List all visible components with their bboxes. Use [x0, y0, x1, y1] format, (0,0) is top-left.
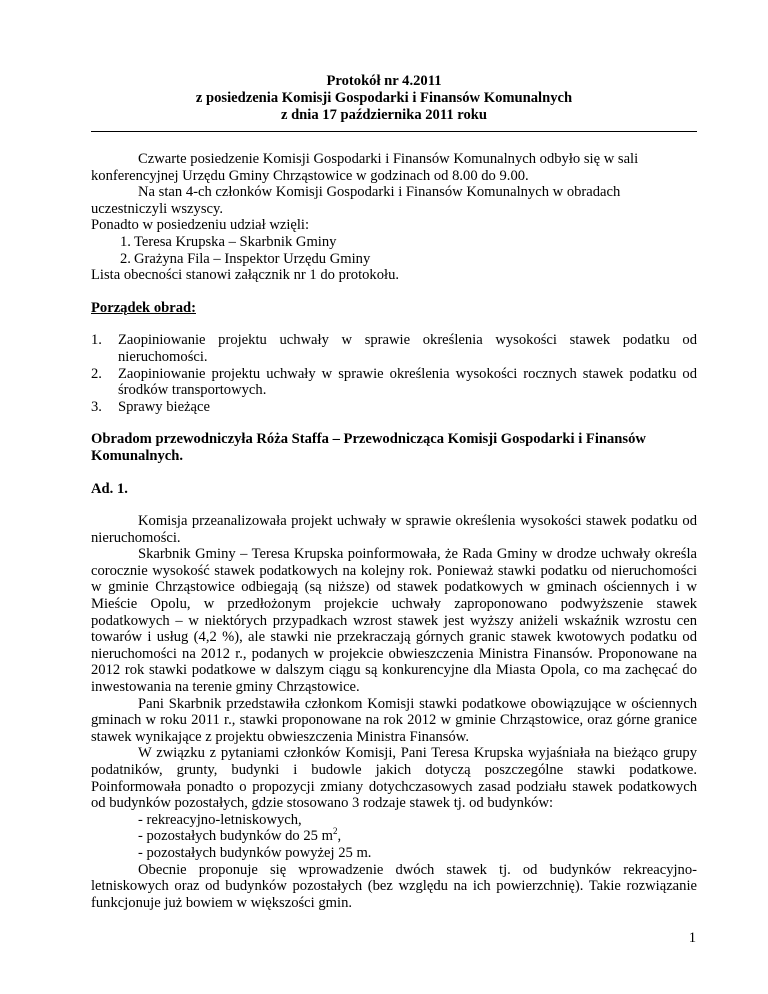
- attendee-name: Grażyna Fila – Inspektor Urzędu Gminy: [134, 250, 371, 267]
- intro-paragraph-3: Ponadto w posiedzeniu udział wzięli:: [91, 217, 310, 234]
- chair-statement: Obradom przewodniczyła Róża Staffa – Przewodnicząca Komisji Gospodarki i Finansów Komunalnych.: [91, 431, 646, 464]
- building-type-1: - rekreacyjno-letniskowych,: [138, 811, 302, 828]
- agenda-list: [91, 332, 697, 415]
- building-type-2: - pozostałych budynków do 25 $m^2$,: [138, 826, 342, 845]
- list-item: 3. Sprawy bieżące: [91, 398, 210, 415]
- agenda-item-text: Sprawy bieżące: [118, 398, 210, 415]
- attendee-name: Teresa Krupska – Skarbnik Gminy: [134, 233, 337, 250]
- intro-paragraph-2: Na stan 4-ch członków Komisji Gospodarki i Finansów Komunalnych w obradach uczestniczyli wszyscy.: [91, 184, 621, 217]
- list-item: 1. Zaopiniowanie projektu uchwały w sprawie określenia wysokości stawek podatku od nieruchomości.: [91, 332, 697, 365]
- ad1-paragraph-3: Pani Skarbnik przedstawiła członkom Komisji stawki podatkowe obowiązujące w ościennych gminach w roku 2011 r., stawki proponowane na rok 2012 w gminie Chrząstowice, oraz górne granice stawek wynikające z projektu obwieszczenia Ministra Finansów.: [91, 695, 697, 745]
- document-header: [0, 73, 768, 124]
- list-item: 2. Zaopiniowanie projektu uchwały w sprawie określenia wysokości rocznych stawek podatku od środków transportowych.: [91, 365, 697, 399]
- ad1-paragraph-5: Obecnie proponuje się wprowadzenie dwóch stawek tj. od budynków rekreacyjno-letniskowych oraz od budynków pozostałych (bez względu na ich powierzchnię). Takie rozwiązanie funkcjonuje już bowiem w większości gmin.: [91, 861, 697, 911]
- agenda-item-text: Zaopiniowanie projektu uchwały w sprawie określenia wysokości stawek podatku od nieruchomości.: [118, 332, 697, 365]
- agenda-item-text: Zaopiniowanie projektu uchwały w sprawie określenia wysokości rocznych stawek podatku od środków transportowych.: [118, 365, 697, 399]
- ad1-paragraph-4: W związku z pytaniami członków Komisji, Pani Teresa Krupska wyjaśniała na bieżąco grupy podatników, grunty, budynki i budowle jakich dotyczą poszczególne stawki podatkowe. Poinformowała ponadto o propozycji zmiany dotychczasowych zasad podziału stawek podatkowych od budynków pozostałych, gdzie stosowano 3 rodzaje stawek tj. od budynków:: [91, 745, 697, 812]
- attendance-note: Lista obecności stanowi załącznik nr 1 do protokołu.: [91, 267, 400, 284]
- agenda-heading: Porządek obrad:: [91, 299, 196, 316]
- intro-paragraph-1: Czwarte posiedzenie Komisji Gospodarki i Finansów Komunalnych odbyło się w sali konferencyjnej Urzędu Gminy Chrząstowice w godzinach od 8.00 do 9.00.: [91, 151, 639, 184]
- list-item: 2. Grażyna Fila – Inspektor Urzędu Gminy: [120, 250, 371, 267]
- list-item: 1. Teresa Krupska – Skarbnik Gminy: [120, 233, 337, 250]
- meeting-title: z posiedzenia Komisji Gospodarki i Finansów Komunalnych: [195, 90, 573, 106]
- ad1-paragraph-1: Komisja przeanalizowała projekt uchwały w sprawie określenia wysokości stawek podatku od nieruchomości.: [91, 513, 697, 546]
- header-divider: [91, 131, 697, 132]
- document-body: [91, 151, 697, 911]
- ad1-heading: Ad. 1.: [91, 480, 128, 497]
- ad1-paragraph-2: Skarbnik Gminy – Teresa Krupska poinformowała, że Rada Gminy w drodze uchwały określa corocznie wysokość stawek podatkowych na kolejny rok. Ponieważ stawki podatku od nieruchomości w gminie Chrząstowice odbiegają (są niższe) od stawek podatkowych w gminach ościennych i w Mieście Opolu, w przedłożonym projekcie uchwały zaproponowano podwyższenie stawek podatkowych – w niektórych przypadkach wzrost stawek jest wyższy aniżeli wskaźnik wzrostu cen towarów i usług (4,2 %), ale stawki nie przekraczają górnych granic stawek kwotowych podatku od nieruchomości na 2012 r., podanych w projekcie obwieszczenia Ministra Finansów. Proponowane na 2012 rok stawki podatkowe w dalszym ciągu są konkurencyjne dla Miasta Opola, co ma zachęcać do inwestowania na terenie gminy Chrząstowice.: [91, 546, 697, 696]
- attendees-list: [91, 234, 697, 267]
- building-type-3: - pozostałych budynków powyżej 25 m.: [138, 844, 372, 861]
- protocol-number: Protokół nr 4.2011: [326, 73, 442, 89]
- meeting-date: z dnia 17 października 2011 roku: [280, 107, 488, 123]
- page-number: 1: [688, 930, 696, 946]
